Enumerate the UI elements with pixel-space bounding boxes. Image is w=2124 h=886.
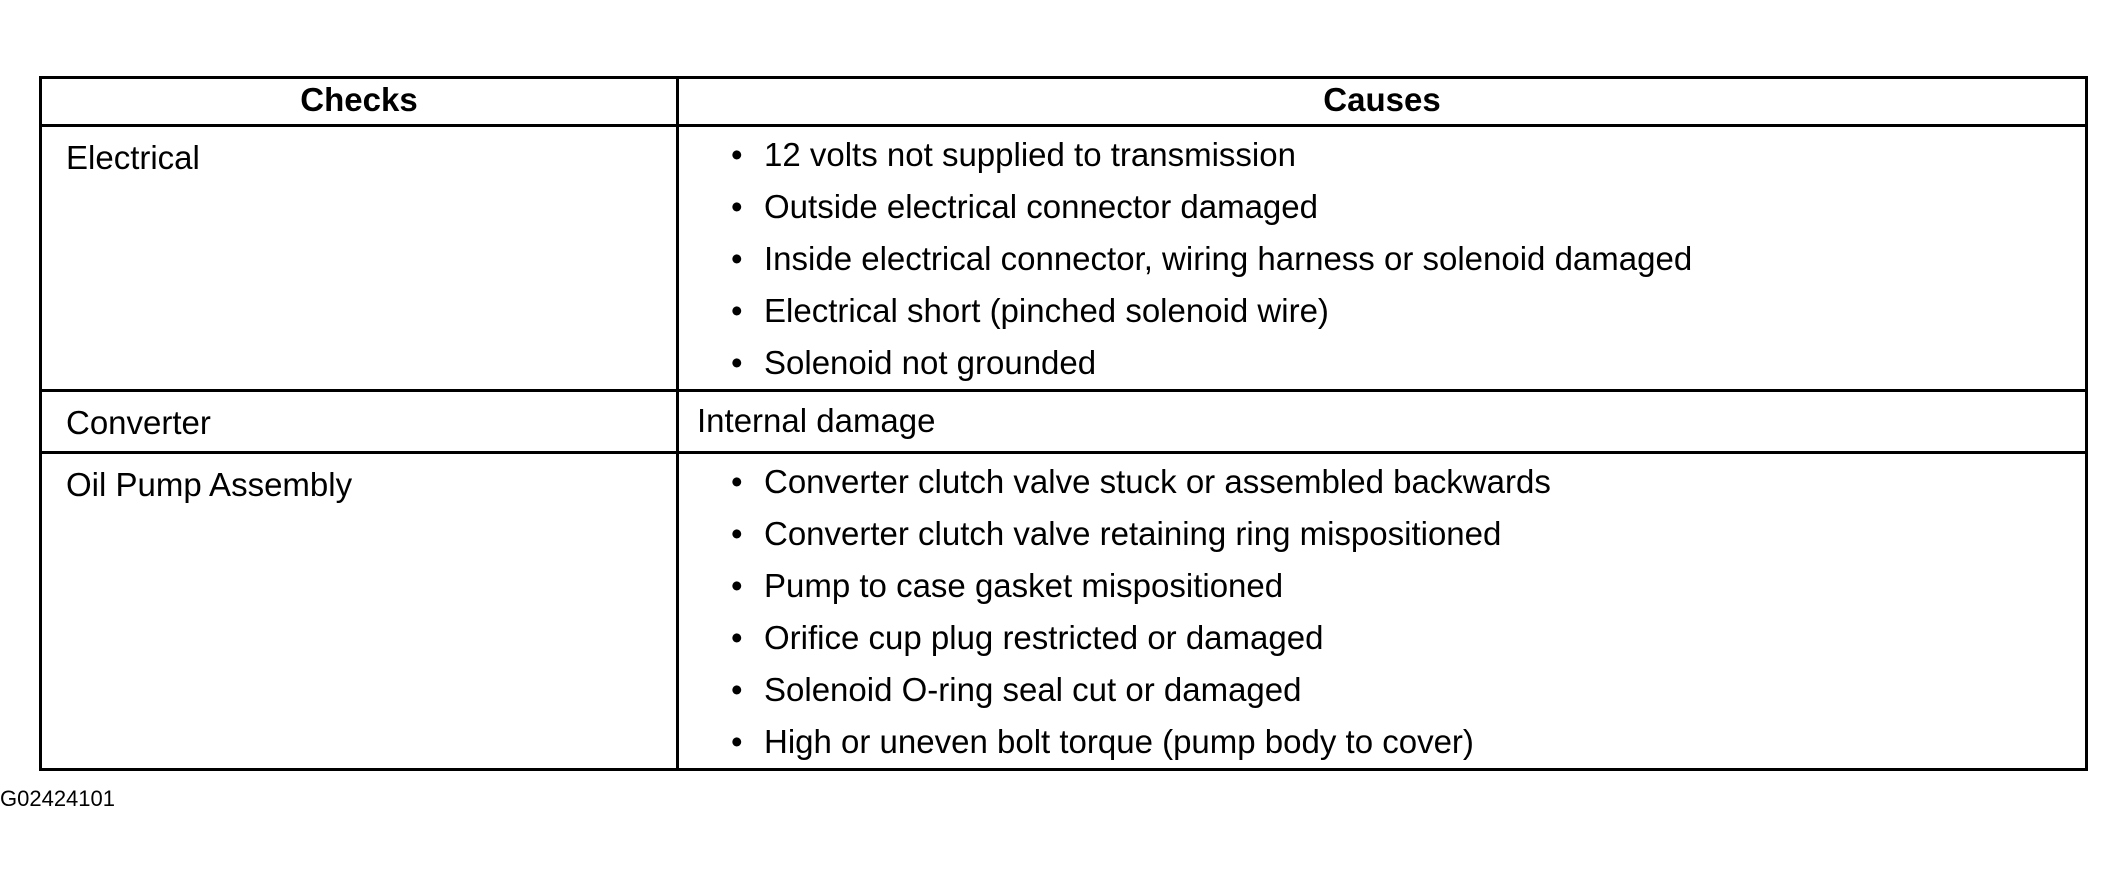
cause-list (679, 127, 2085, 389)
cause-item: • Converter clutch valve stuck or assembled backwards (731, 456, 2085, 508)
cause-item: • Solenoid O-ring seal cut or damaged (731, 664, 2085, 716)
check-cell (41, 126, 678, 391)
causes-cell (678, 453, 2087, 770)
cause-item: • Outside electrical connector damaged (731, 181, 2085, 233)
cause-item: • Solenoid not grounded (731, 337, 2085, 389)
header-causes: Causes (678, 78, 2087, 126)
table-header-row (41, 78, 2087, 126)
check-label-converter: Converter (66, 404, 211, 441)
table-row (41, 453, 2087, 770)
cause-item: • Orifice cup plug restricted or damaged (731, 612, 2085, 664)
cause-list (679, 454, 2085, 768)
causes-cell (678, 126, 2087, 391)
table-row (41, 391, 2087, 453)
check-cell (41, 391, 678, 453)
cause-item: • 12 volts not supplied to transmission (731, 129, 2085, 181)
cause-text: Internal damage (697, 402, 936, 439)
table-row (41, 126, 2087, 391)
check-cell (41, 453, 678, 770)
causes-cell (678, 391, 2087, 453)
cause-item: • Pump to case gasket mispositioned (731, 560, 2085, 612)
checks-causes-table (39, 76, 2088, 771)
cause-item: • Inside electrical connector, wiring harness or solenoid damaged (731, 233, 2085, 285)
check-label-electrical: Electrical (66, 139, 200, 176)
check-label-oil-pump: Oil Pump Assembly (66, 466, 353, 503)
cause-item: • Electrical short (pinched solenoid wire) (731, 285, 2085, 337)
cause-item: • Converter clutch valve retaining ring mispositioned (731, 508, 2085, 560)
figure-id: G02424101 (0, 786, 115, 811)
cause-item: • High or uneven bolt torque (pump body to cover) (731, 716, 2085, 768)
header-checks: Checks (41, 78, 678, 126)
